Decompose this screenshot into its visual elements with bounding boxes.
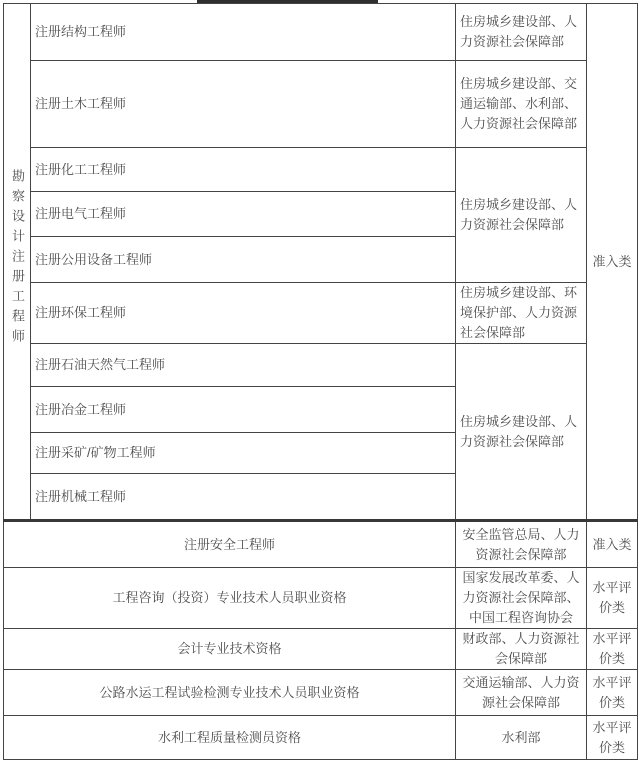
issuing-department-cell: 水利部 (456, 716, 587, 760)
issuing-department-cell: 住房城乡建设部、交通运输部、水利部、人力资源社会保障部 (456, 61, 587, 148)
group-label-cell (4, 4, 31, 521)
issuing-department-cell: 国家发展改革委、人力资源社会保障部、中国工程咨询协会 (456, 568, 587, 629)
qualification-name-cell: 注册结构工程师 (31, 4, 456, 61)
category-cell: 准入类 (587, 521, 638, 568)
qualification-name-cell: 注册安全工程师 (4, 521, 456, 568)
qualification-table (3, 3, 638, 760)
table-row (4, 61, 638, 148)
qualification-name-cell: 水利工程质量检测员资格 (4, 716, 456, 760)
qualification-name-cell: 公路水运工程试验检测专业技术人员职业资格 (4, 670, 456, 716)
table-row (4, 716, 638, 760)
qualification-name-cell: 注册电气工程师 (31, 192, 456, 237)
issuing-department-cell: 住房城乡建设部、人力资源社会保障部 (456, 344, 587, 521)
issuing-department-cell: 住房城乡建设部、环境保护部、人力资源社会保障部 (456, 283, 587, 344)
category-cell: 水平评价类 (587, 670, 638, 716)
category-cell: 水平评价类 (587, 568, 638, 629)
issuing-department-cell: 安全监管总局、人力资源社会保障部 (456, 521, 587, 568)
qualification-name-cell: 会计专业技术资格 (4, 629, 456, 670)
table-row (4, 344, 638, 387)
category-cell: 水平评价类 (587, 629, 638, 670)
category-cell: 准入类 (587, 4, 638, 521)
table-row (4, 568, 638, 629)
issuing-department-cell: 住房城乡建设部、人力资源社会保障部 (456, 4, 587, 61)
table-row (4, 670, 638, 716)
qualification-name-cell: 注册石油天然气工程师 (31, 344, 456, 387)
qualification-name-cell: 工程咨询（投资）专业技术人员职业资格 (4, 568, 456, 629)
qualification-name-cell: 注册公用设备工程师 (31, 237, 456, 283)
qualification-name-cell: 注册土木工程师 (31, 61, 456, 148)
category-cell: 水平评价类 (587, 716, 638, 760)
qualification-name-cell: 注册环保工程师 (31, 283, 456, 344)
table-row (4, 4, 638, 61)
qualification-name-cell: 注册采矿/矿物工程师 (31, 433, 456, 474)
issuing-department-cell: 住房城乡建设部、人力资源社会保障部 (456, 148, 587, 283)
table-row (4, 629, 638, 670)
qualification-name-cell: 注册化工工程师 (31, 148, 456, 192)
table-row (4, 148, 638, 192)
issuing-department-cell: 交通运输部、人力资源社会保障部 (456, 670, 587, 716)
group-label: 勘察设计注册工程师 (10, 168, 25, 349)
table-row (4, 521, 638, 568)
qualification-table-sheet (3, 3, 638, 760)
table-row (4, 283, 638, 344)
qualification-name-cell: 注册冶金工程师 (31, 387, 456, 433)
issuing-department-cell: 财政部、人力资源社会保障部 (456, 629, 587, 670)
qualification-name-cell: 注册机械工程师 (31, 474, 456, 521)
